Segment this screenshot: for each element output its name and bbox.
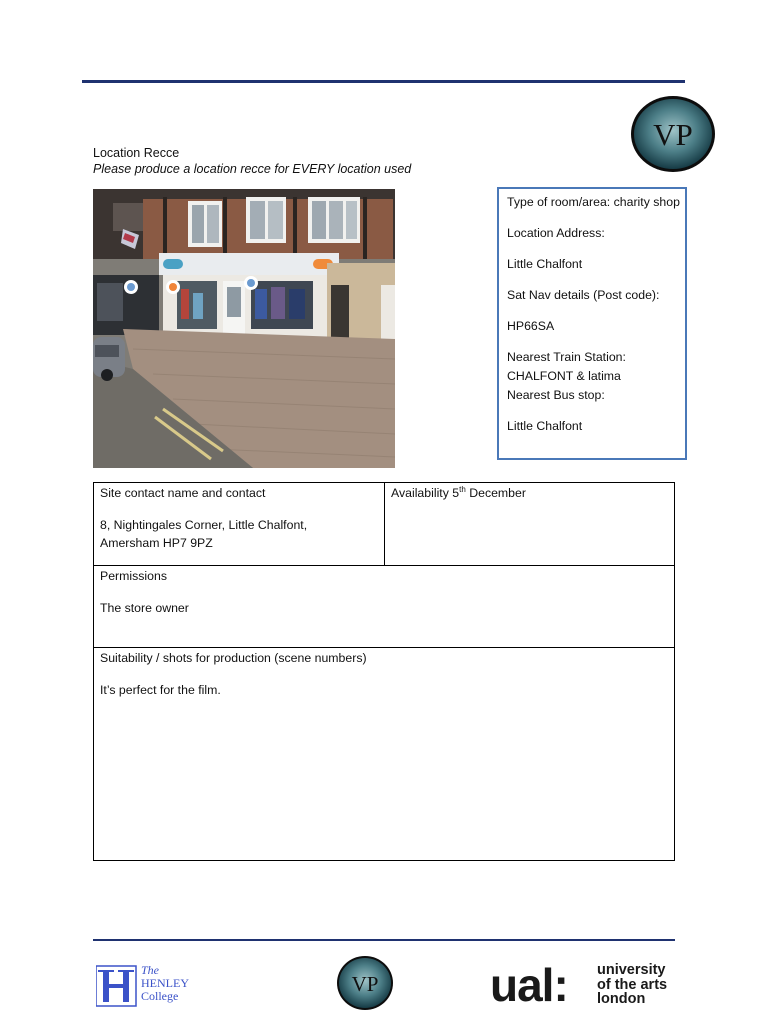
permissions-label: Permissions: [100, 569, 167, 583]
availability-sup: th: [459, 484, 466, 494]
page-title: Location Recce: [93, 146, 180, 160]
location-photo: [93, 189, 395, 468]
henley-line3: College: [141, 989, 179, 1003]
availability-cell: [385, 483, 674, 566]
page-subtitle: Please produce a location recce for EVERY location used: [93, 162, 412, 176]
bus-label: Nearest Bus stop:: [507, 388, 605, 402]
henley-wordmark: [141, 964, 189, 1003]
satnav-label: Sat Nav details (Post code):: [507, 288, 660, 302]
ual-wordmark: [597, 963, 667, 1007]
permissions-cell: [94, 566, 674, 648]
location-info-box: [497, 187, 687, 460]
bus-value: Little Chalfont: [507, 419, 583, 433]
address-value: Little Chalfont: [507, 257, 583, 271]
vp-logo-small-text: VP: [351, 972, 379, 996]
satnav-value: HP66SA: [507, 319, 555, 333]
contact-cell: [94, 483, 385, 566]
contact-label: Site contact name and contact: [100, 486, 266, 500]
vp-logo-small: [336, 955, 394, 1011]
contact-line1: 8, Nightingales Corner, Little Chalfont,: [100, 518, 308, 532]
recce-table: [93, 482, 675, 861]
ual-line3: london: [597, 991, 646, 1007]
ual-line2: of the arts: [597, 976, 668, 993]
vp-logo: [629, 94, 717, 174]
availability-suffix: December: [465, 486, 526, 500]
ual-logo-mark: ual:: [490, 959, 568, 1011]
train-value: CHALFONT & latima: [507, 369, 621, 383]
suitability-label: Suitability / shots for production (scene numbers): [100, 651, 367, 665]
suitability-value: It’s perfect for the film.: [100, 683, 221, 697]
page-heading: [93, 145, 411, 177]
suitability-cell: [94, 648, 674, 860]
ual-line1: university: [597, 962, 666, 978]
contact-line2: Amersham HP7 9PZ: [100, 536, 213, 550]
henley-line1: The: [141, 963, 159, 977]
header-rule: [82, 80, 685, 83]
availability-prefix: Availability 5: [391, 486, 460, 500]
permissions-value: The store owner: [100, 601, 189, 615]
henley-line2: HENLEY: [141, 976, 189, 990]
vp-logo-text: VP: [653, 117, 693, 152]
room-area: Type of room/area: charity shop: [507, 195, 680, 209]
address-label: Location Address:: [507, 226, 605, 240]
train-label: Nearest Train Station:: [507, 350, 626, 364]
footer-rule: [93, 939, 675, 941]
